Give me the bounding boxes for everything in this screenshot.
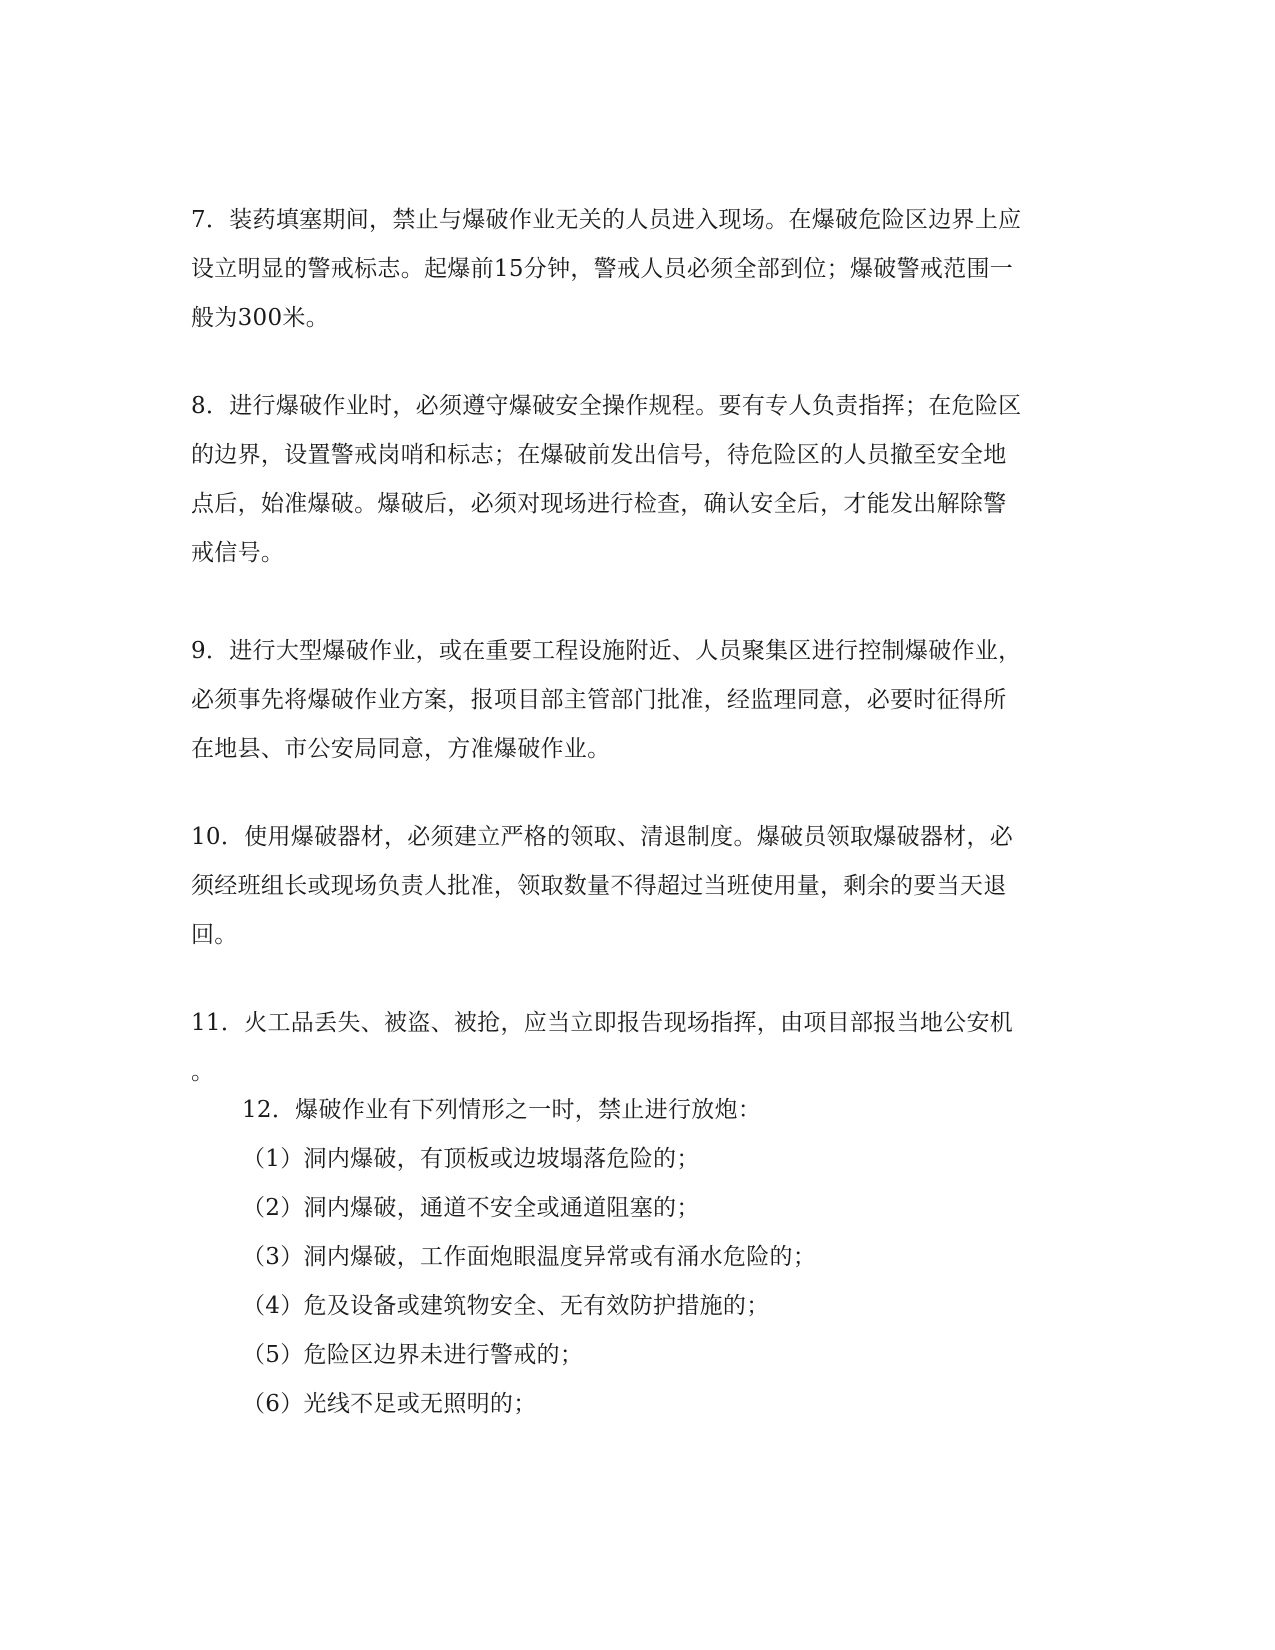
condition-item-2: （2）洞内爆破，通道不安全或通道阻塞的； (242, 1195, 700, 1221)
item-12-heading: 12．爆破作业有下列情形之一时，禁止进行放炮： (242, 1097, 762, 1123)
condition-item-6: （6）光线不足或无照明的； (242, 1391, 537, 1417)
condition-item-1: （1）洞内爆破，有顶板或边坡塌落危险的； (242, 1146, 700, 1172)
paragraph-item-9 (191, 627, 1071, 774)
condition-item-5: （5）危险区边界未进行警戒的； (242, 1342, 584, 1368)
text-line: 须经班组长或现场负责人批准，领取数量不得超过当班使用量，剩余的要当天退 (191, 873, 1007, 899)
text-line: 点后，始准爆破。爆破后，必须对现场进行检查，确认安全后，才能发出解除警 (191, 491, 1007, 517)
text-line: 7．装药填塞期间，禁止与爆破作业无关的人员进入现场。在爆破危险区边界上应 (191, 207, 1022, 233)
text-line: 8．进行爆破作业时，必须遵守爆破安全操作规程。要有专人负责指挥；在危险区 (191, 393, 1022, 419)
text-line: 。 (191, 1059, 215, 1085)
text-line: 10．使用爆破器材，必须建立严格的领取、清退制度。爆破员领取爆破器材，必 (191, 824, 1014, 850)
text-line: 般为300米。 (191, 305, 329, 331)
condition-item-4: （4）危及设备或建筑物安全、无有效防护措施的； (242, 1293, 770, 1319)
paragraph-item-7 (191, 196, 1071, 343)
text-line: 的边界，设置警戒岗哨和标志；在爆破前发出信号，待危险区的人员撤至安全地 (191, 442, 1007, 468)
paragraph-item-10 (191, 813, 1071, 960)
text-line: 在地县、市公安局同意，方准爆破作业。 (191, 736, 611, 762)
text-line: 戒信号。 (191, 540, 285, 566)
paragraph-item-11 (191, 999, 1071, 1097)
text-line: 设立明显的警戒标志。起爆前15分钟，警戒人员必须全部到位；爆破警戒范围一 (191, 256, 1014, 282)
text-line: 必须事先将爆破作业方案，报项目部主管部门批准，经监理同意，必要时征得所 (191, 687, 1007, 713)
text-line: 9．进行大型爆破作业，或在重要工程设施附近、人员聚集区进行控制爆破作业， (191, 638, 1022, 664)
paragraph-item-8 (191, 382, 1071, 578)
text-line: 11．火工品丢失、被盗、被抢，应当立即报告现场指挥，由项目部报当地公安机 (191, 1010, 1014, 1036)
text-line: 回。 (191, 922, 238, 948)
condition-item-3: （3）洞内爆破，工作面炮眼温度异常或有涌水危险的； (242, 1244, 817, 1270)
